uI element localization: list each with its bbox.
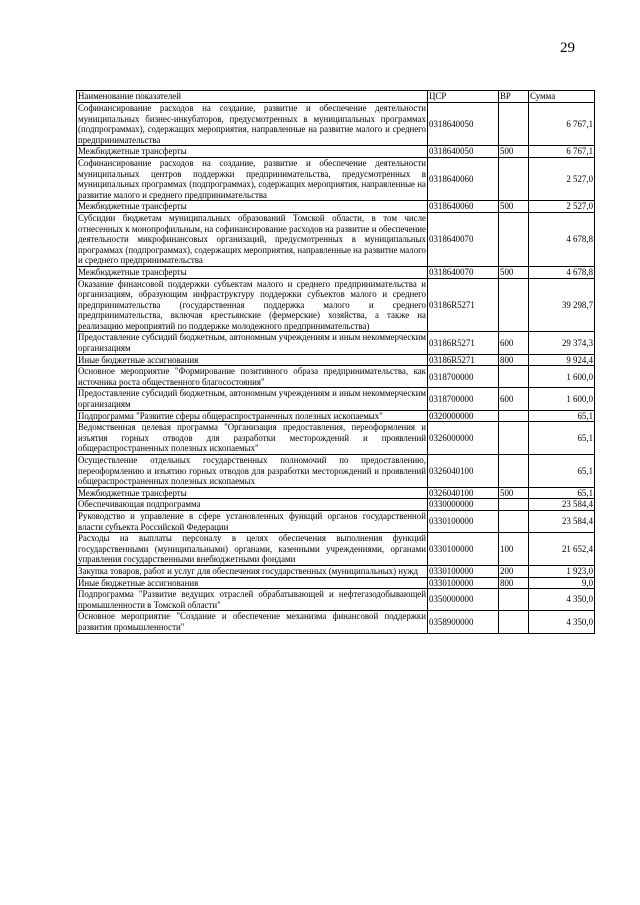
table-row bbox=[77, 146, 595, 158]
row-csr: 0330000000 bbox=[428, 499, 499, 511]
table-row bbox=[77, 278, 595, 332]
row-csr: 0326000000 bbox=[428, 422, 499, 455]
table-row bbox=[77, 499, 595, 511]
table-row bbox=[77, 332, 595, 354]
row-sum: 4 678,8 bbox=[529, 266, 595, 278]
table-row bbox=[77, 487, 595, 499]
table-row bbox=[77, 589, 595, 611]
row-csr: 0358900000 bbox=[428, 611, 499, 633]
row-vr bbox=[499, 589, 529, 611]
row-csr: 0330100000 bbox=[428, 577, 499, 589]
row-vr: 800 bbox=[499, 577, 529, 589]
row-csr: 0318640060 bbox=[428, 157, 499, 200]
row-csr: 0330100000 bbox=[428, 533, 499, 566]
row-sum: 65,1 bbox=[529, 455, 595, 488]
table-row bbox=[77, 455, 595, 488]
row-vr bbox=[499, 611, 529, 633]
row-name: Межбюджетные трансферты bbox=[77, 487, 428, 499]
row-csr: 0350000000 bbox=[428, 589, 499, 611]
row-sum: 2 527,0 bbox=[529, 201, 595, 213]
row-csr: 0330100000 bbox=[428, 565, 499, 577]
row-csr: 0326040100 bbox=[428, 487, 499, 499]
row-csr: 0318700000 bbox=[428, 388, 499, 410]
table-row bbox=[77, 611, 595, 633]
row-vr: 100 bbox=[499, 533, 529, 566]
table-header-row bbox=[77, 91, 595, 103]
row-name: Основное мероприятие "Формирование позитивного образа предпринимательства, как источника роста общественного благосостояния" bbox=[78, 366, 426, 387]
row-vr bbox=[499, 455, 529, 488]
table-row bbox=[77, 577, 595, 589]
page-number: 29 bbox=[560, 40, 575, 56]
row-vr: 500 bbox=[499, 201, 529, 213]
row-vr bbox=[499, 103, 529, 146]
row-name: Иные бюджетные ассигнования bbox=[77, 577, 428, 589]
row-sum: 2 527,0 bbox=[529, 157, 595, 200]
row-sum: 6 767,1 bbox=[529, 146, 595, 158]
row-sum: 4 350,0 bbox=[529, 589, 595, 611]
row-name: Подпрограмма "Развитие сферы общераспространенных полезных ископаемых" bbox=[77, 410, 428, 422]
row-csr: 0318640070 bbox=[428, 212, 499, 266]
row-sum: 1 600,0 bbox=[529, 366, 595, 388]
row-vr: 600 bbox=[499, 332, 529, 354]
row-sum: 23 584,4 bbox=[529, 510, 595, 532]
row-vr bbox=[499, 499, 529, 511]
row-vr: 500 bbox=[499, 146, 529, 158]
row-name: Расходы на выплаты персоналу в целях обеспечения выполнения функций государственными (муниципальными) органами, казенными учреждениями, органами управления государственными внебюджетными фондами bbox=[78, 533, 426, 565]
row-name: Предоставление субсидий бюджетным, автономным учреждениям и иным некоммерческим организациям bbox=[78, 332, 426, 354]
table-row bbox=[77, 422, 595, 455]
row-name: Подпрограмма "Развитие ведущих отраслей обрабатывающей и нефтегазодобывающей промышленности в Томской области" bbox=[78, 589, 426, 610]
row-sum: 9,0 bbox=[529, 577, 595, 589]
row-csr: 0326040100 bbox=[428, 455, 499, 488]
table-row bbox=[77, 354, 595, 366]
row-vr: 500 bbox=[499, 266, 529, 278]
row-name: Закупка товаров, работ и услуг для обеспечения государственных (муниципальных) нужд bbox=[77, 565, 428, 577]
table-row bbox=[77, 103, 595, 146]
row-sum: 29 374,3 bbox=[529, 332, 595, 354]
header-csr: ЦСР bbox=[428, 91, 499, 103]
header-vr: ВР bbox=[499, 91, 529, 103]
row-csr: 0330100000 bbox=[428, 510, 499, 532]
row-sum: 21 652,4 bbox=[529, 533, 595, 566]
table-row bbox=[77, 565, 595, 577]
row-name: Оказание финансовой поддержки субъектам малого и среднего предпринимательства и организациям, образующим инфраструктуру поддержки субъектов малого и среднего предпринимательства (государственная поддержка малого и среднего предпринимательства, включая крестьянские (фермерские) хозяйства, а также на реализацию мероприятий по поддержке молодежного предпринимательства) bbox=[78, 278, 426, 331]
row-name: Софинансирование расходов на создание, развитие и обеспечение деятельности муниципальных центров поддержки предпринимательства, предусмотренных в муниципальных программах (подпрограммах), содержащих мероприятия, направленные на развитие малого и среднего предпринимательства bbox=[78, 157, 426, 200]
row-sum: 6 767,1 bbox=[529, 103, 595, 146]
row-csr: 0318640070 bbox=[428, 266, 499, 278]
row-vr bbox=[499, 410, 529, 422]
table-row bbox=[77, 266, 595, 278]
row-vr bbox=[499, 422, 529, 455]
row-sum: 9 924,4 bbox=[529, 354, 595, 366]
row-name: Межбюджетные трансферты bbox=[77, 201, 428, 213]
row-vr bbox=[499, 212, 529, 266]
row-sum: 65,1 bbox=[529, 410, 595, 422]
table-row bbox=[77, 366, 595, 388]
row-name: Предоставление субсидий бюджетным, автономным учреждениям и иным некоммерческим организациям bbox=[78, 388, 426, 410]
row-sum: 1 923,0 bbox=[529, 565, 595, 577]
row-name: Межбюджетные трансферты bbox=[77, 266, 428, 278]
row-name: Обеспечивающая подпрограмма bbox=[77, 499, 428, 511]
row-sum: 4 678,8 bbox=[529, 212, 595, 266]
row-vr: 800 bbox=[499, 354, 529, 366]
row-name: Ведомственная целевая программа "Организация предоставления, переоформления и изъятия горных отводов для разработки месторождений и проявлений общераспространенных полезных ископаемых" bbox=[78, 422, 426, 454]
header-sum: Сумма bbox=[529, 91, 595, 103]
table-row bbox=[77, 157, 595, 200]
row-vr bbox=[499, 278, 529, 332]
row-sum: 65,1 bbox=[529, 487, 595, 499]
row-sum: 4 350,0 bbox=[529, 611, 595, 633]
row-vr bbox=[499, 366, 529, 388]
row-vr bbox=[499, 510, 529, 532]
row-csr: 0318640050 bbox=[428, 103, 499, 146]
table-row bbox=[77, 533, 595, 566]
row-csr: 0320000000 bbox=[428, 410, 499, 422]
table-row bbox=[77, 388, 595, 410]
row-sum: 1 600,0 bbox=[529, 388, 595, 410]
row-name: Софинансирование расходов на создание, развитие и обеспечение деятельности муниципальных бизнес-инкубаторов, предусмотренных в муниципальных программах (подпрограммах), содержащих мероприятия, направленные на развитие малого и среднего предпринимательства bbox=[78, 103, 426, 145]
row-sum: 39 298,7 bbox=[529, 278, 595, 332]
row-csr: 03186R5271 bbox=[428, 278, 499, 332]
row-csr: 03186R5271 bbox=[428, 354, 499, 366]
row-name: Осуществление отдельных государственных полномочий по предоставлению, переоформлению и изъятию горных отводов для разработки месторождений и проявлений общераспространенных полезных ископаемых bbox=[78, 455, 426, 487]
row-vr: 600 bbox=[499, 388, 529, 410]
table-row bbox=[77, 201, 595, 213]
header-name: Наименование показателей bbox=[77, 91, 428, 103]
row-vr bbox=[499, 157, 529, 200]
row-name: Руководство и управление в сфере установленных функций органов государственной власти субъекта Российской Федерации bbox=[78, 510, 426, 532]
row-csr: 03186R5271 bbox=[428, 332, 499, 354]
row-name: Иные бюджетные ассигнования bbox=[77, 354, 428, 366]
row-name: Межбюджетные трансферты bbox=[77, 146, 428, 158]
row-name: Основное мероприятие "Создание и обеспечение механизма финансовой поддержки развития промышленности" bbox=[78, 611, 426, 632]
row-sum: 23 584,4 bbox=[529, 499, 595, 511]
budget-table bbox=[76, 90, 595, 634]
table-row bbox=[77, 410, 595, 422]
row-csr: 0318640050 bbox=[428, 146, 499, 158]
row-vr: 200 bbox=[499, 565, 529, 577]
row-name: Субсидии бюджетам муниципальных образований Томской области, в том числе отнесенных к монопрофильным, на софинансирование расходов на развитие и обеспечение деятельности микрофинансовых организаций, предусмотренных в муниципальных программах (подпрограммах), содержащих мероприятия, направленные на развитие малого и среднего предпринимательства bbox=[78, 212, 426, 266]
row-sum: 65,1 bbox=[529, 422, 595, 455]
table-row bbox=[77, 212, 595, 266]
table-row bbox=[77, 510, 595, 532]
row-csr: 0318640060 bbox=[428, 201, 499, 213]
row-csr: 0318700000 bbox=[428, 366, 499, 388]
row-vr: 500 bbox=[499, 487, 529, 499]
